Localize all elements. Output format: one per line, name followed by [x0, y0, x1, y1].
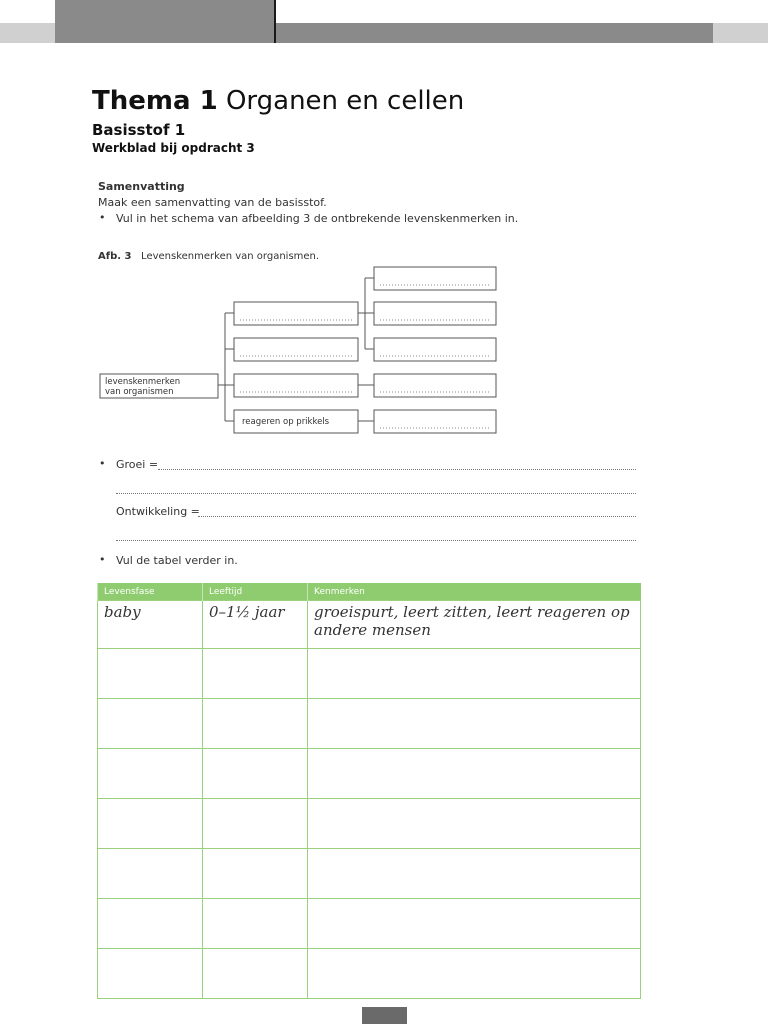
bullet-icon: •	[99, 553, 106, 566]
section-instruction: Maak een samenvatting van de basisstof.	[98, 196, 327, 209]
answer-line-groei-2[interactable]	[116, 493, 636, 494]
title-topic: Organen en cellen	[225, 86, 465, 116]
col-header-kenmerken: Kenmerken	[308, 583, 641, 601]
cell-empty[interactable]	[98, 799, 203, 849]
table-header-row	[98, 583, 641, 601]
cell-empty[interactable]	[98, 949, 203, 999]
question-groei-label: Groei =	[116, 458, 159, 471]
answer-line-groei-1[interactable]	[158, 469, 636, 470]
table-row	[98, 799, 641, 849]
cell-fase[interactable]: baby	[98, 601, 203, 649]
cell-empty[interactable]	[308, 699, 641, 749]
cell-empty[interactable]	[203, 749, 308, 799]
table-row	[98, 849, 641, 899]
cell-empty[interactable]	[98, 849, 203, 899]
box-c2-1	[374, 267, 496, 290]
cell-empty[interactable]	[203, 699, 308, 749]
box-c2-4	[374, 374, 496, 397]
cell-empty[interactable]	[308, 649, 641, 699]
table-row	[98, 749, 641, 799]
root-label-2: van organismen	[105, 387, 174, 397]
col-header-levensfase: Levensfase	[98, 583, 203, 601]
table-row	[98, 899, 641, 949]
table-instruction: Vul de tabel verder in.	[116, 554, 238, 567]
cell-empty[interactable]	[308, 799, 641, 849]
box-c1-3	[234, 374, 358, 397]
cell-empty[interactable]	[98, 899, 203, 949]
box-c1-1	[234, 302, 358, 325]
bullet-icon: •	[99, 457, 106, 470]
cell-empty[interactable]	[308, 949, 641, 999]
cell-empty[interactable]	[203, 799, 308, 849]
section-heading: Samenvatting	[98, 180, 185, 193]
root-label-1: levenskenmerken	[105, 377, 181, 387]
answer-line-ontwikkeling-2[interactable]	[116, 540, 636, 541]
bullet-icon: •	[99, 211, 106, 224]
cell-leeftijd[interactable]: 0–1½ jaar	[203, 601, 308, 649]
col-header-leeftijd: Leeftijd	[203, 583, 308, 601]
cell-empty[interactable]	[203, 899, 308, 949]
page-number-tab	[362, 1007, 407, 1024]
answer-line-ontwikkeling-1[interactable]	[198, 516, 636, 517]
question-ontwikkeling-label: Ontwikkeling =	[116, 505, 200, 518]
levensfase-table	[97, 583, 641, 999]
cell-empty[interactable]	[308, 749, 641, 799]
table-row	[98, 601, 641, 649]
cell-empty[interactable]	[98, 649, 203, 699]
table-row	[98, 649, 641, 699]
cell-empty[interactable]	[308, 849, 641, 899]
cell-empty[interactable]	[308, 899, 641, 949]
cell-empty[interactable]	[98, 749, 203, 799]
figure-label: Afb. 3	[98, 251, 132, 262]
cell-kenmerken[interactable]: groeispurt, leert zitten, leert reageren op andere mensen	[308, 601, 641, 649]
table-row	[98, 699, 641, 749]
box-c1-2	[234, 338, 358, 361]
box-label-prikkels: reageren op prikkels	[242, 417, 330, 427]
cell-empty[interactable]	[203, 949, 308, 999]
subtitle-basisstof: Basisstof 1	[92, 121, 186, 139]
figure-caption-text: Levenskenmerken van organismen.	[141, 251, 320, 262]
box-c2-5	[374, 410, 496, 433]
section-bullet-text: Vul in het schema van afbeelding 3 de ontbrekende levenskenmerken in.	[116, 212, 519, 225]
cell-empty[interactable]	[203, 849, 308, 899]
box-c2-2	[374, 302, 496, 325]
title-theme: Thema 1	[92, 86, 218, 116]
subtitle-werkblad: Werkblad bij opdracht 3	[92, 141, 255, 155]
box-c2-3	[374, 338, 496, 361]
cell-empty[interactable]	[98, 699, 203, 749]
cell-empty[interactable]	[203, 649, 308, 699]
table-row	[98, 949, 641, 999]
